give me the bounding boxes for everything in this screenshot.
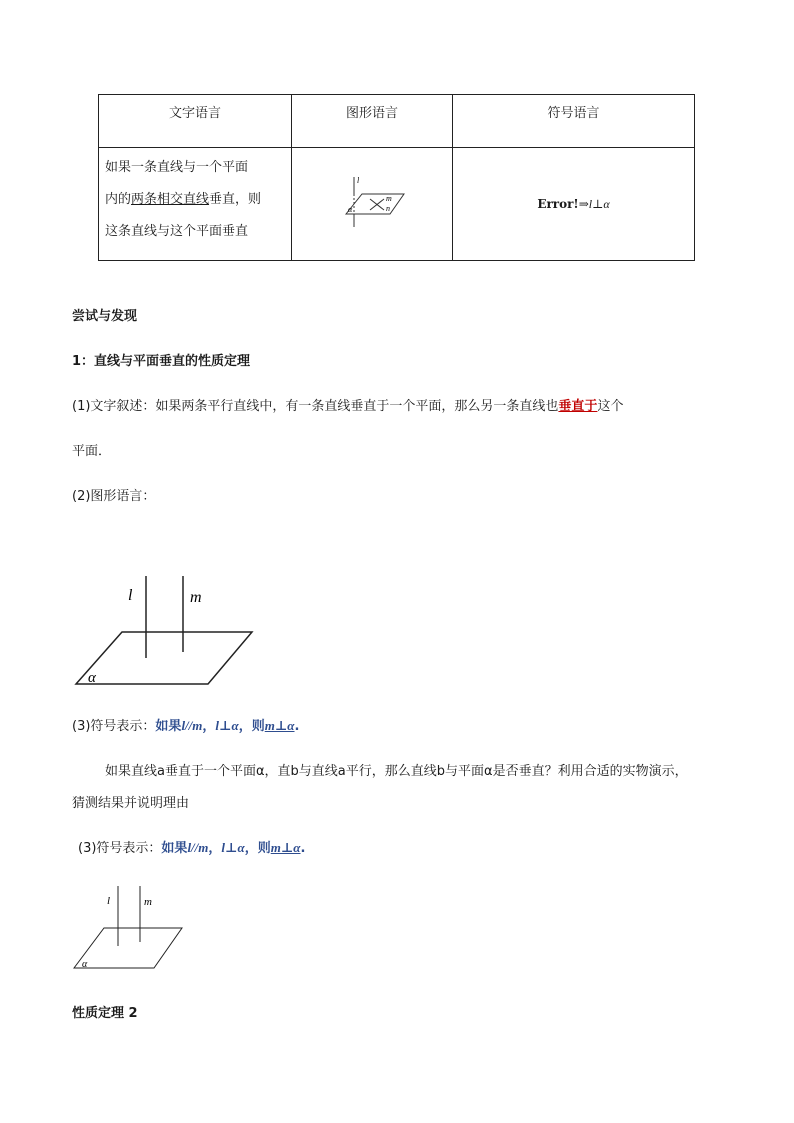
paragraph-2: (2)图形语言： — [72, 489, 156, 504]
big-parallel-lines-figure — [70, 572, 330, 692]
small-label-alpha: α — [82, 959, 88, 970]
theorem-table — [98, 94, 695, 261]
expr2-l-parallel-m: l//m — [187, 840, 209, 855]
text-language-cell — [99, 148, 292, 261]
header-figure-language: 图形语言 — [292, 95, 453, 148]
symbol-notation-line-2 — [78, 837, 305, 856]
expr2-then: ，则 — [244, 841, 271, 856]
figure-language-cell — [292, 148, 453, 261]
small-label-l: l — [107, 895, 111, 907]
try-and-discover-heading: 尝试与发现 — [72, 309, 138, 324]
expr2-m-perp-alpha: m⊥α — [270, 840, 301, 855]
exploration-paragraph-line-2: 猜测结果并说明理由 — [72, 796, 190, 811]
header-symbol-language: 符号语言 — [453, 95, 695, 148]
expr2-period: . — [300, 841, 306, 856]
expr2-l-perp-alpha: l⊥α — [221, 840, 245, 855]
symbol-notation-prefix: (3)符号表示： — [72, 719, 156, 734]
text-line-2-suffix: 垂直，则 — [209, 192, 262, 207]
text-line-2-prefix: 内的 — [105, 192, 132, 207]
expr-then: ，则 — [238, 719, 265, 734]
table-label-alpha: α — [348, 205, 353, 214]
expr-l-parallel-m: l//m — [181, 718, 203, 733]
expr2-if: 如果 — [161, 841, 188, 856]
text-line-3: 这条直线与这个平面垂直 — [105, 224, 249, 239]
big-label-l: l — [128, 587, 133, 604]
paragraph-1-line-2: 平面． — [72, 444, 112, 459]
big-label-alpha: α — [88, 670, 96, 686]
paragraph-1-suffix: 这个 — [597, 399, 624, 414]
expr2-comma: ， — [208, 841, 222, 856]
symbol-notation-line — [72, 715, 299, 734]
table-plane — [346, 194, 404, 214]
paragraph-1-prefix: (1)文字叙述：如果两条平行直线中，有一条直线垂直于一个平面，那么另一条直线也 — [72, 399, 559, 414]
expr-comma: ， — [202, 719, 216, 734]
text-line-2 — [105, 184, 285, 216]
table-header-row — [99, 95, 695, 148]
paragraph-1 — [72, 395, 623, 414]
table-row — [99, 148, 695, 261]
symbol-implies: ⇒l⊥α — [578, 196, 610, 211]
big-label-m: m — [190, 589, 202, 606]
header-text-language: 文字语言 — [99, 95, 292, 148]
expr-l-perp-alpha: l⊥α — [215, 718, 239, 733]
symbol-error: Error! — [537, 196, 579, 211]
expr-period: . — [294, 719, 300, 734]
exploration-paragraph-line-1: 如果直线a垂直于一个平面α，直b与直线a平行，那么直线b与平面α是否垂直？利用合适的实物演示， — [105, 764, 688, 779]
expr-if: 如果 — [155, 719, 182, 734]
small-plane — [74, 928, 182, 968]
expr-m-perp-alpha: m⊥α — [264, 718, 295, 733]
small-label-m: m — [144, 896, 152, 908]
table-label-m: m — [386, 194, 392, 203]
symbol-notation-expression — [155, 719, 299, 734]
table-plane-figure — [332, 174, 412, 230]
section-heading-2: 性质定理 2 — [72, 1006, 138, 1021]
small-parallel-lines-figure — [70, 882, 200, 972]
symbol-language-cell — [453, 148, 695, 261]
table-label-n: n — [386, 204, 390, 213]
two-intersecting-lines-underlined: 两条相交直线 — [131, 192, 210, 207]
table-label-l: l — [357, 176, 360, 185]
perpendicular-to-highlight: 垂直于 — [558, 399, 598, 414]
big-plane — [76, 632, 252, 684]
symbol-notation-expression-2 — [161, 841, 305, 856]
section-heading-1: 1：直线与平面垂直的性质定理 — [72, 354, 251, 369]
text-line-1: 如果一条直线与一个平面 — [105, 160, 249, 175]
symbol-notation-prefix-2: (3)符号表示： — [78, 841, 162, 856]
